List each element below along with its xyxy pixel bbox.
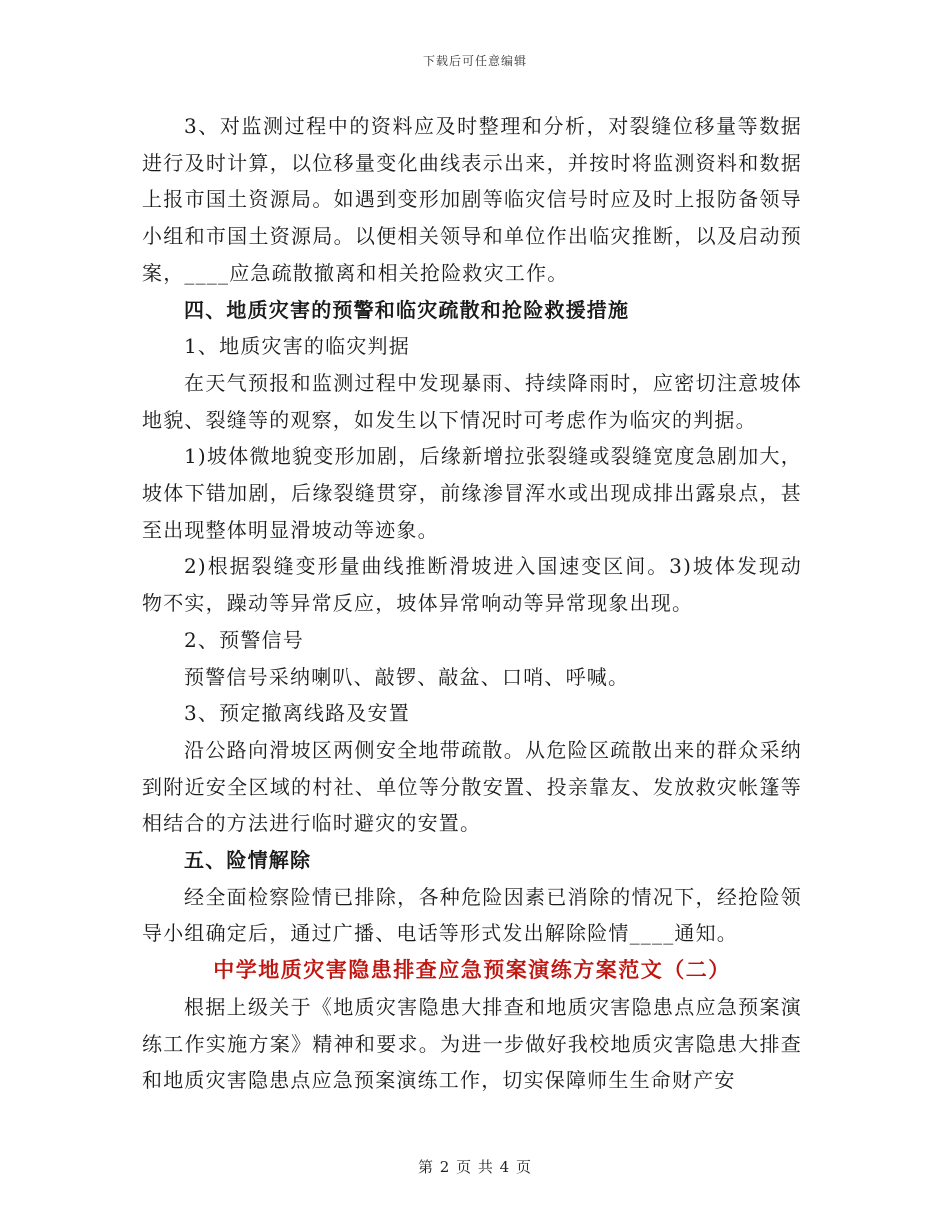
paragraph-criterion-2-3: 2)根据裂缝变形量曲线推断滑坡进入国速变区间。3)坡体发现动物不实，躁动等异常反应，坡体异常响动等异常现象出现。 [142,554,802,616]
paragraph-monitoring-data: 3、对监测过程中的资料应及时整理和分析，对裂缝位移量等数据进行及时计算，以位移量变化曲线表示出来，并按时将监测资料和数据上报市国土资源局。如遇到变形加剧等临灾信号时应及时上报防备领导小组和市国土资源局。以便相关领导和单位作出临灾推断，以及启动预案，____应急疏散撤离和相关抢险救灾工作。 [142,114,802,285]
document-body [142,108,802,1099]
paragraph-evacuation: 沿公路向滑坡区两侧安全地带疏散。从危险区疏散出来的群众采纳到附近安全区域的村社、单位等分散安置、投亲靠友、发放救灾帐篷等相结合的方法进行临时避灾的安置。 [142,737,802,836]
section-heading-5: 五、险情解除 [184,848,312,873]
subheading-evacuation-route: 3、预定撤离线路及安置 [184,701,410,726]
section-heading-4: 四、地质灾害的预警和临灾疏散和抢险救援措施 [184,297,630,322]
page-number-footer: 第 2 页 共 4 页 [418,1158,532,1176]
subheading-criteria: 1、地质灾害的临灾判据 [184,334,410,359]
page-header: 下载后可任意编辑 [422,54,527,68]
paragraph-weather-monitoring: 在天气预报和监测过程中发现暴雨、持续降雨时，应密切注意坡体地貌、裂缝等的观察，如发生以下情况时可考虑作为临灾的判据。 [142,370,802,432]
paragraph-criterion-1: 1)坡体微地貌变形加剧，后缘新增拉张裂缝或裂缝宽度急剧加大，坡体下错加剧，后缘裂缝贯穿，前缘渗冒浑水或出现成排出露泉点，甚至出现整体明显滑坡动等迹象。 [142,444,802,542]
document-title-part-2: 中学地质灾害隐患排查应急预案演练方案范文（二） [213,957,731,983]
paragraph-danger-lifted: 经全面检察险情已排除，各种危险因素已消除的情况下，经抢险领导小组确定后，通过广播、电话等形式发出解除险情____通知。 [142,884,802,946]
paragraph-warning-signal: 预警信号采纳喇叭、敲锣、敲盆、口哨、呼喊。 [184,664,630,689]
paragraph-intro-part-2: 根据上级关于《地质灾害隐患大排查和地质灾害隐患点应急预案演练工作实施方案》精神和要求。为进一步做好我校地质灾害隐患大排查和地质灾害隐患点应急预案演练工作，切实保障师生生命财产安 [142,994,802,1093]
subheading-warning-signal: 2、预警信号 [184,627,304,652]
